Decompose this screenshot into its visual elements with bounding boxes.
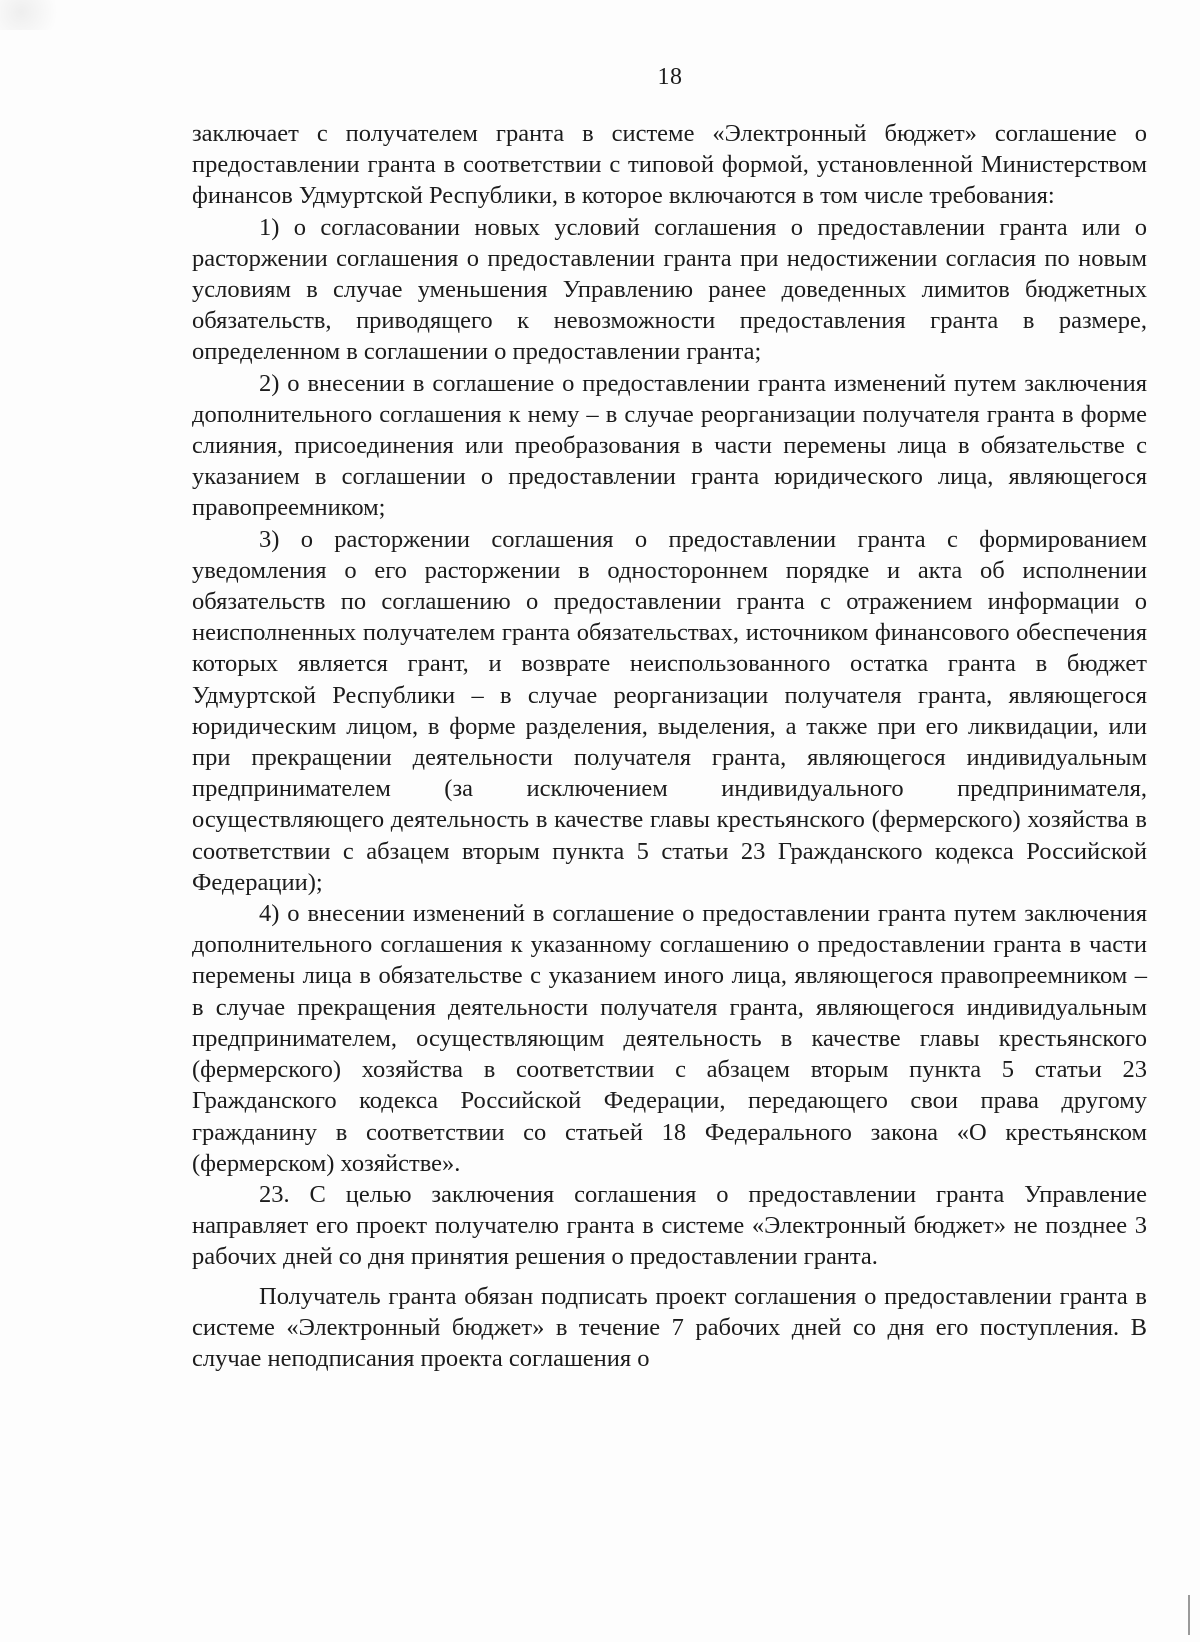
paragraph-item-4: 4) о внесении изменений в соглашение о предоставлении гранта путем заключения дополнительного соглашения к указанному соглашению о предоставлении гранта в части перемены лица в обязательстве с указанием иного лица, являющегося правопреемником – в случае прекращения деятельности получателя гранта, являющегося индивидуальным предпринимателем, осуществляющим деятельность в качестве главы крестьянского (фермерского) хозяйства в соответствии с абзацем вторым пункта 5 статьи 23 Гражданского кодекса Российской Федерации, передающего свои права другому гражданину в соответствии со статьей 18 Федерального закона «О крестьянском (фермерском) хозяйстве». [192,900,1147,1177]
paragraph-item-2: 2) о внесении в соглашение о предоставлении гранта изменений путем заключения дополнительного соглашения к нему – в случае реорганизации получателя гранта в форме слияния, присоединения или преобразования в части перемены лица в обязательстве с указанием в соглашении о предоставлении гранта юридического лица, являющегося правопреемником; [192,369,1147,522]
paragraph-item-3: 3) о расторжении соглашения о предоставлении гранта с формированием уведомления о его расторжении в одностороннем порядке и акта об исполнении обязательств по соглашению о предоставлении гранта с отражением информации о неисполненных получателем гранта обязательствах, источником финансового обеспечения которых является грант, и возврате неиспользованного остатка гранта в бюджет Удмуртской Республики – в случае реорганизации получателя гранта, являющегося юридическим лицом, в форме разделения, выделения, а также при его ликвидации, или при прекращении деятельности получателя гранта, являющегося индивидуальным предпринимателем (за исключением индивидуального предпринимателя, осуществляющего деятельность в качестве главы крестьянского (фермерского) хозяйства в соответствии с абзацем вторым пункта 5 статьи 23 Гражданского кодекса Российской Федерации); [192,525,1147,896]
scan-artifact [0,0,70,30]
paragraph-clause-23: 23. С целью заключения соглашения о предоставлении гранта Управление направляет его проект получателю гранта в системе «Электронный бюджет» не позднее 3 рабочих дней со дня принятия решения о предоставлении гранта. [192,1180,1147,1271]
paragraph-intro: заключает с получателем гранта в системе «Электронный бюджет» соглашение о предоставлении гранта в соответствии с типовой формой, установленной Министерством финансов Удмуртской Республики, в которое включаются в том числе требования: [192,120,1147,210]
paragraph-item-1: 1) о согласовании новых условий соглашения о предоставлении гранта или о расторжении соглашения о предоставлении гранта при недостижении согласия по новым условиям в случае уменьшения Управлению ранее доведенных лимитов бюджетных обязательств, приводящего к невозможности предоставления гранта в размере, определенном в соглашении о предоставлении гранта; [192,213,1147,366]
scan-edge-mark [1188,1595,1190,1635]
paragraph-recipient-obligation: Получатель гранта обязан подписать проект соглашения о предоставлении гранта в системе «Электронный бюджет» в течение 7 рабочих дней со дня его поступления. В случае неподписания проекта соглашения о [192,1282,1147,1372]
page-number: 18 [657,64,683,90]
document-body [192,118,1147,1374]
